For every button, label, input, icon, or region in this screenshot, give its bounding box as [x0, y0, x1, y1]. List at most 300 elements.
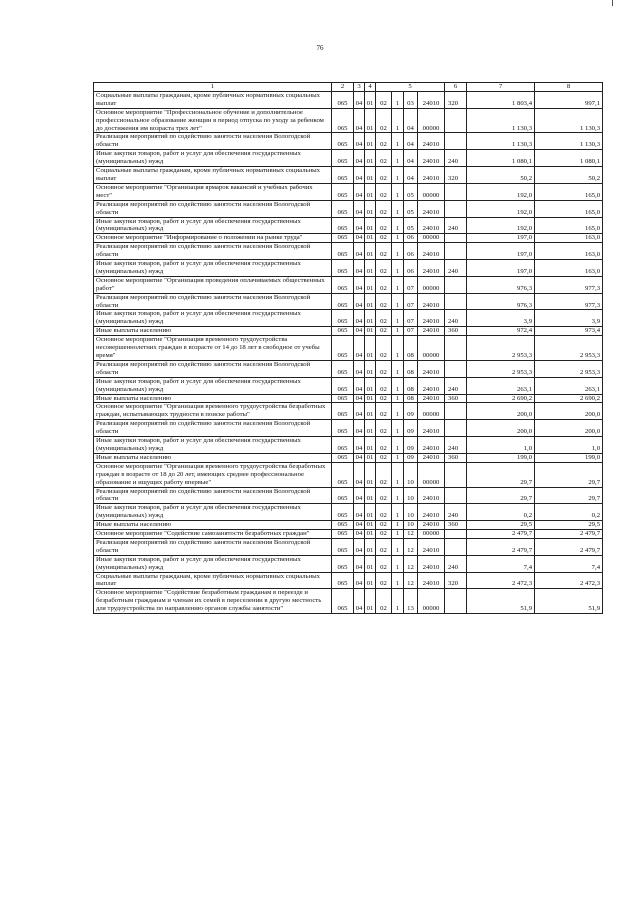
row-name-cell: Основное мероприятие "Содействие безработным гражданам в переезде и безработным гражданам и членам их семей в переселении в другую местность для трудоустройства по направлению органов службы занятости" — [94, 589, 332, 614]
section-cell: 04 — [354, 437, 365, 454]
activity-code-cell: 08 — [404, 394, 418, 403]
amount-year2-cell: 199,0 — [535, 453, 603, 462]
subsection-cell: 01 — [365, 183, 376, 200]
direction-code-cell: 24010 — [418, 217, 445, 234]
amount-year1-cell: 972,4 — [467, 327, 535, 336]
expense-type-cell: 320 — [445, 91, 467, 108]
amount-year2-cell: 29,7 — [535, 487, 603, 504]
direction-code-cell: 00000 — [418, 234, 445, 243]
row-name-cell: Основное мероприятие "Организация временного трудоустройства безработных граждан в возрасте от 18 до 20 лет, имеющих среднее профессиональное образование и ищущих работу впервые" — [94, 462, 332, 487]
admin-code-cell: 065 — [332, 538, 354, 555]
admin-code-cell: 065 — [332, 243, 354, 260]
activity-code-cell: 08 — [404, 336, 418, 361]
program-code-cell: 02 — [376, 150, 392, 167]
activity-code-cell: 07 — [404, 310, 418, 327]
section-cell: 04 — [354, 462, 365, 487]
amount-year2-cell: 51,9 — [535, 589, 603, 614]
direction-code-cell: 24010 — [418, 377, 445, 394]
section-cell: 04 — [354, 183, 365, 200]
amount-year1-cell: 192,0 — [467, 183, 535, 200]
direction-code-cell: 00000 — [418, 276, 445, 293]
subprogram-code-cell: 1 — [392, 453, 404, 462]
table-row — [94, 183, 603, 200]
subsection-cell: 01 — [365, 403, 376, 420]
admin-code-cell: 065 — [332, 217, 354, 234]
row-name-cell: Социальные выплаты гражданам, кроме публичных нормативных социальных выплат — [94, 91, 332, 108]
expense-type-cell — [445, 487, 467, 504]
expense-type-cell: 360 — [445, 521, 467, 530]
table-row — [94, 293, 603, 310]
subsection-cell: 01 — [365, 310, 376, 327]
admin-code-cell: 065 — [332, 437, 354, 454]
header-cell: 1 — [94, 83, 332, 92]
amount-year2-cell: 200,0 — [535, 403, 603, 420]
amount-year2-cell: 973,4 — [535, 327, 603, 336]
row-name-cell: Реализация мероприятий по содействию занятости населения Вологодской области — [94, 420, 332, 437]
direction-code-cell: 00000 — [418, 336, 445, 361]
table-row — [94, 437, 603, 454]
activity-code-cell: 13 — [404, 589, 418, 614]
subprogram-code-cell: 1 — [392, 462, 404, 487]
admin-code-cell: 065 — [332, 183, 354, 200]
subprogram-code-cell: 1 — [392, 572, 404, 589]
expense-type-cell — [445, 589, 467, 614]
program-code-cell: 02 — [376, 243, 392, 260]
program-code-cell: 02 — [376, 183, 392, 200]
section-cell: 04 — [354, 293, 365, 310]
amount-year1-cell: 197,0 — [467, 260, 535, 277]
subprogram-code-cell: 1 — [392, 487, 404, 504]
expense-type-cell: 240 — [445, 377, 467, 394]
row-name-cell: Основное мероприятие "Профессиональное обучение и дополнительное профессиональное образование женщин в период отпуска по уходу за ребенком до достижения им возраста трех лет" — [94, 108, 332, 133]
amount-year2-cell: 1 130,3 — [535, 133, 603, 150]
section-cell: 04 — [354, 167, 365, 184]
activity-code-cell: 07 — [404, 327, 418, 336]
amount-year2-cell: 163,0 — [535, 234, 603, 243]
header-cell: 4 — [365, 83, 376, 92]
section-cell: 04 — [354, 360, 365, 377]
admin-code-cell: 065 — [332, 200, 354, 217]
amount-year1-cell: 29,7 — [467, 487, 535, 504]
expense-type-cell — [445, 336, 467, 361]
direction-code-cell: 24010 — [418, 437, 445, 454]
program-code-cell: 02 — [376, 530, 392, 539]
direction-code-cell: 24010 — [418, 394, 445, 403]
row-name-cell: Реализация мероприятий по содействию занятости населения Вологодской области — [94, 133, 332, 150]
direction-code-cell: 24010 — [418, 487, 445, 504]
expense-type-cell — [445, 403, 467, 420]
activity-code-cell: 03 — [404, 91, 418, 108]
activity-code-cell: 07 — [404, 276, 418, 293]
section-cell: 04 — [354, 150, 365, 167]
amount-year1-cell: 1,0 — [467, 437, 535, 454]
section-cell: 04 — [354, 377, 365, 394]
subsection-cell: 01 — [365, 108, 376, 133]
section-cell: 04 — [354, 91, 365, 108]
program-code-cell: 02 — [376, 217, 392, 234]
table-row — [94, 572, 603, 589]
admin-code-cell: 065 — [332, 403, 354, 420]
row-name-cell: Реализация мероприятий по содействию занятости населения Вологодской области — [94, 293, 332, 310]
subsection-cell: 01 — [365, 200, 376, 217]
section-cell: 04 — [354, 555, 365, 572]
activity-code-cell: 08 — [404, 360, 418, 377]
table-row — [94, 504, 603, 521]
row-name-cell: Социальные выплаты гражданам, кроме публичных нормативных социальных выплат — [94, 167, 332, 184]
direction-code-cell: 24010 — [418, 521, 445, 530]
subsection-cell: 01 — [365, 167, 376, 184]
subprogram-code-cell: 1 — [392, 589, 404, 614]
program-code-cell: 02 — [376, 572, 392, 589]
program-code-cell: 02 — [376, 437, 392, 454]
subprogram-code-cell: 1 — [392, 327, 404, 336]
subprogram-code-cell: 1 — [392, 276, 404, 293]
activity-code-cell: 12 — [404, 555, 418, 572]
program-code-cell: 02 — [376, 487, 392, 504]
row-name-cell: Основное мероприятие "Содействие самозанятости безработных граждан" — [94, 530, 332, 539]
subsection-cell: 01 — [365, 91, 376, 108]
amount-year2-cell: 29,7 — [535, 462, 603, 487]
subprogram-code-cell: 1 — [392, 336, 404, 361]
row-name-cell: Иные выплаты населению — [94, 327, 332, 336]
activity-code-cell: 04 — [404, 133, 418, 150]
admin-code-cell: 065 — [332, 360, 354, 377]
admin-code-cell: 065 — [332, 150, 354, 167]
table-row — [94, 234, 603, 243]
activity-code-cell: 08 — [404, 377, 418, 394]
activity-code-cell: 06 — [404, 234, 418, 243]
subprogram-code-cell: 1 — [392, 538, 404, 555]
table-row — [94, 420, 603, 437]
section-cell: 04 — [354, 453, 365, 462]
header-cell: 3 — [354, 83, 365, 92]
admin-code-cell: 065 — [332, 487, 354, 504]
amount-year1-cell: 192,0 — [467, 200, 535, 217]
amount-year1-cell: 2 953,3 — [467, 360, 535, 377]
amount-year2-cell: 2 690,2 — [535, 394, 603, 403]
activity-code-cell: 09 — [404, 403, 418, 420]
expense-type-cell — [445, 293, 467, 310]
subsection-cell: 01 — [365, 453, 376, 462]
expense-type-cell — [445, 133, 467, 150]
expense-type-cell: 240 — [445, 437, 467, 454]
program-code-cell: 02 — [376, 260, 392, 277]
table-row — [94, 360, 603, 377]
amount-year2-cell: 165,0 — [535, 183, 603, 200]
direction-code-cell: 24010 — [418, 167, 445, 184]
section-cell: 04 — [354, 243, 365, 260]
subsection-cell: 01 — [365, 394, 376, 403]
amount-year2-cell: 0,2 — [535, 504, 603, 521]
expense-type-cell: 240 — [445, 310, 467, 327]
expense-type-cell: 320 — [445, 167, 467, 184]
table-row — [94, 394, 603, 403]
amount-year1-cell: 1 080,1 — [467, 150, 535, 167]
expense-type-cell: 240 — [445, 217, 467, 234]
amount-year1-cell: 50,2 — [467, 167, 535, 184]
subprogram-code-cell: 1 — [392, 133, 404, 150]
amount-year1-cell: 2 690,2 — [467, 394, 535, 403]
expense-type-cell: 360 — [445, 327, 467, 336]
table-row — [94, 462, 603, 487]
subsection-cell: 01 — [365, 260, 376, 277]
header-cell: 5 — [376, 83, 445, 92]
admin-code-cell: 065 — [332, 167, 354, 184]
expense-type-cell — [445, 243, 467, 260]
amount-year2-cell: 50,2 — [535, 167, 603, 184]
program-code-cell: 02 — [376, 200, 392, 217]
amount-year2-cell: 263,1 — [535, 377, 603, 394]
expense-type-cell — [445, 420, 467, 437]
amount-year2-cell: 1 080,1 — [535, 150, 603, 167]
amount-year1-cell: 3,9 — [467, 310, 535, 327]
amount-year2-cell: 200,0 — [535, 420, 603, 437]
expense-type-cell — [445, 234, 467, 243]
expense-type-cell: 240 — [445, 555, 467, 572]
table-row — [94, 530, 603, 539]
table-row — [94, 310, 603, 327]
table-row — [94, 133, 603, 150]
activity-code-cell: 09 — [404, 420, 418, 437]
amount-year2-cell: 163,0 — [535, 243, 603, 260]
subsection-cell: 01 — [365, 462, 376, 487]
amount-year1-cell: 2 479,7 — [467, 530, 535, 539]
activity-code-cell: 04 — [404, 150, 418, 167]
subsection-cell: 01 — [365, 589, 376, 614]
program-code-cell: 02 — [376, 133, 392, 150]
amount-year1-cell: 199,0 — [467, 453, 535, 462]
activity-code-cell: 12 — [404, 538, 418, 555]
section-cell: 04 — [354, 589, 365, 614]
row-name-cell: Иные выплаты населению — [94, 394, 332, 403]
amount-year2-cell: 2 953,3 — [535, 360, 603, 377]
activity-code-cell: 10 — [404, 462, 418, 487]
amount-year1-cell: 263,1 — [467, 377, 535, 394]
program-code-cell: 02 — [376, 360, 392, 377]
table-row — [94, 217, 603, 234]
program-code-cell: 02 — [376, 276, 392, 293]
subprogram-code-cell: 1 — [392, 108, 404, 133]
amount-year2-cell: 2 479,7 — [535, 538, 603, 555]
header-cell: 8 — [535, 83, 603, 92]
expense-type-cell — [445, 360, 467, 377]
subsection-cell: 01 — [365, 555, 376, 572]
amount-year2-cell: 997,1 — [535, 91, 603, 108]
program-code-cell: 02 — [376, 555, 392, 572]
admin-code-cell: 065 — [332, 91, 354, 108]
table-row — [94, 538, 603, 555]
subprogram-code-cell: 1 — [392, 555, 404, 572]
program-code-cell: 02 — [376, 462, 392, 487]
activity-code-cell: 06 — [404, 260, 418, 277]
direction-code-cell: 00000 — [418, 183, 445, 200]
amount-year1-cell: 976,3 — [467, 276, 535, 293]
amount-year1-cell: 197,0 — [467, 234, 535, 243]
subprogram-code-cell: 1 — [392, 200, 404, 217]
activity-code-cell: 05 — [404, 200, 418, 217]
amount-year2-cell: 3,9 — [535, 310, 603, 327]
subprogram-code-cell: 1 — [392, 293, 404, 310]
table-row — [94, 327, 603, 336]
subprogram-code-cell: 1 — [392, 183, 404, 200]
subprogram-code-cell: 1 — [392, 150, 404, 167]
program-code-cell: 02 — [376, 91, 392, 108]
row-name-cell: Реализация мероприятий по содействию занятости населения Вологодской области — [94, 538, 332, 555]
subprogram-code-cell: 1 — [392, 420, 404, 437]
subprogram-code-cell: 1 — [392, 310, 404, 327]
section-cell: 04 — [354, 108, 365, 133]
program-code-cell: 02 — [376, 310, 392, 327]
admin-code-cell: 065 — [332, 572, 354, 589]
table-row — [94, 453, 603, 462]
row-name-cell: Основное мероприятие "Организация проведения оплачиваемых общественных работ" — [94, 276, 332, 293]
expense-type-cell — [445, 530, 467, 539]
row-name-cell: Иные закупки товаров, работ и услуг для обеспечения государственных (муниципальных) нужд — [94, 260, 332, 277]
program-code-cell: 02 — [376, 293, 392, 310]
expense-type-cell — [445, 200, 467, 217]
amount-year1-cell: 1 130,3 — [467, 108, 535, 133]
section-cell: 04 — [354, 521, 365, 530]
subprogram-code-cell: 1 — [392, 167, 404, 184]
program-code-cell: 02 — [376, 327, 392, 336]
amount-year1-cell: 192,0 — [467, 217, 535, 234]
program-code-cell: 02 — [376, 589, 392, 614]
page-number: 76 — [316, 44, 324, 52]
table-row — [94, 108, 603, 133]
activity-code-cell: 09 — [404, 453, 418, 462]
program-code-cell: 02 — [376, 336, 392, 361]
subsection-cell: 01 — [365, 150, 376, 167]
activity-code-cell: 10 — [404, 504, 418, 521]
header-cell: 6 — [445, 83, 467, 92]
section-cell: 04 — [354, 530, 365, 539]
activity-code-cell: 06 — [404, 243, 418, 260]
amount-year1-cell: 51,9 — [467, 589, 535, 614]
subprogram-code-cell: 1 — [392, 360, 404, 377]
table-row — [94, 521, 603, 530]
admin-code-cell: 065 — [332, 260, 354, 277]
row-name-cell: Иные закупки товаров, работ и услуг для обеспечения государственных (муниципальных) нужд — [94, 504, 332, 521]
row-name-cell: Реализация мероприятий по содействию занятости населения Вологодской области — [94, 200, 332, 217]
activity-code-cell: 07 — [404, 293, 418, 310]
amount-year2-cell: 1,0 — [535, 437, 603, 454]
expense-type-cell — [445, 108, 467, 133]
section-cell: 04 — [354, 403, 365, 420]
subsection-cell: 01 — [365, 133, 376, 150]
subprogram-code-cell: 1 — [392, 521, 404, 530]
amount-year1-cell: 200,0 — [467, 403, 535, 420]
subprogram-code-cell: 1 — [392, 394, 404, 403]
table-row — [94, 243, 603, 260]
subprogram-code-cell: 1 — [392, 437, 404, 454]
subprogram-code-cell: 1 — [392, 530, 404, 539]
direction-code-cell: 24010 — [418, 91, 445, 108]
table-row — [94, 377, 603, 394]
row-name-cell: Иные закупки товаров, работ и услуг для обеспечения государственных (муниципальных) нужд — [94, 310, 332, 327]
table-row — [94, 260, 603, 277]
subsection-cell: 01 — [365, 360, 376, 377]
expense-type-cell: 360 — [445, 394, 467, 403]
amount-year2-cell: 2 472,3 — [535, 572, 603, 589]
direction-code-cell: 24010 — [418, 260, 445, 277]
table-row — [94, 150, 603, 167]
direction-code-cell: 24010 — [418, 572, 445, 589]
admin-code-cell: 065 — [332, 276, 354, 293]
subsection-cell: 01 — [365, 504, 376, 521]
direction-code-cell: 24010 — [418, 504, 445, 521]
direction-code-cell: 24010 — [418, 420, 445, 437]
activity-code-cell: 09 — [404, 437, 418, 454]
direction-code-cell: 24010 — [418, 243, 445, 260]
amount-year1-cell: 2 479,7 — [467, 538, 535, 555]
section-cell: 04 — [354, 234, 365, 243]
admin-code-cell: 065 — [332, 394, 354, 403]
section-cell: 04 — [354, 327, 365, 336]
direction-code-cell: 24010 — [418, 293, 445, 310]
scan-corner-mark — [612, 0, 613, 6]
admin-code-cell: 065 — [332, 293, 354, 310]
amount-year1-cell: 976,3 — [467, 293, 535, 310]
subsection-cell: 01 — [365, 530, 376, 539]
subsection-cell: 01 — [365, 293, 376, 310]
amount-year1-cell: 29,5 — [467, 521, 535, 530]
amount-year2-cell: 977,3 — [535, 293, 603, 310]
header-cell: 2 — [332, 83, 354, 92]
row-name-cell: Иные закупки товаров, работ и услуг для обеспечения государственных (муниципальных) нужд — [94, 555, 332, 572]
row-name-cell: Иные закупки товаров, работ и услуг для обеспечения государственных (муниципальных) нужд — [94, 150, 332, 167]
program-code-cell: 02 — [376, 538, 392, 555]
activity-code-cell: 04 — [404, 108, 418, 133]
direction-code-cell: 24010 — [418, 310, 445, 327]
direction-code-cell: 24010 — [418, 453, 445, 462]
section-cell: 04 — [354, 504, 365, 521]
admin-code-cell: 065 — [332, 589, 354, 614]
amount-year1-cell: 2 472,3 — [467, 572, 535, 589]
row-name-cell: Реализация мероприятий по содействию занятости населения Вологодской области — [94, 360, 332, 377]
amount-year2-cell: 163,0 — [535, 260, 603, 277]
table-row — [94, 200, 603, 217]
activity-code-cell: 05 — [404, 217, 418, 234]
subsection-cell: 01 — [365, 377, 376, 394]
subprogram-code-cell: 1 — [392, 504, 404, 521]
subsection-cell: 01 — [365, 420, 376, 437]
program-code-cell: 02 — [376, 521, 392, 530]
expense-type-cell — [445, 462, 467, 487]
program-code-cell: 02 — [376, 403, 392, 420]
table-row — [94, 167, 603, 184]
activity-code-cell: 12 — [404, 572, 418, 589]
program-code-cell: 02 — [376, 377, 392, 394]
subsection-cell: 01 — [365, 217, 376, 234]
subsection-cell: 01 — [365, 336, 376, 361]
expense-type-cell — [445, 538, 467, 555]
program-code-cell: 02 — [376, 420, 392, 437]
amount-year2-cell: 29,5 — [535, 521, 603, 530]
expense-type-cell — [445, 183, 467, 200]
section-cell: 04 — [354, 276, 365, 293]
expense-type-cell: 240 — [445, 150, 467, 167]
subprogram-code-cell: 1 — [392, 243, 404, 260]
program-code-cell: 02 — [376, 453, 392, 462]
row-name-cell: Реализация мероприятий по содействию занятости населения Вологодской области — [94, 487, 332, 504]
direction-code-cell: 24010 — [418, 133, 445, 150]
amount-year2-cell: 977,3 — [535, 276, 603, 293]
activity-code-cell: 10 — [404, 521, 418, 530]
direction-code-cell: 24010 — [418, 200, 445, 217]
program-code-cell: 02 — [376, 167, 392, 184]
table-row — [94, 91, 603, 108]
amount-year1-cell: 0,2 — [467, 504, 535, 521]
